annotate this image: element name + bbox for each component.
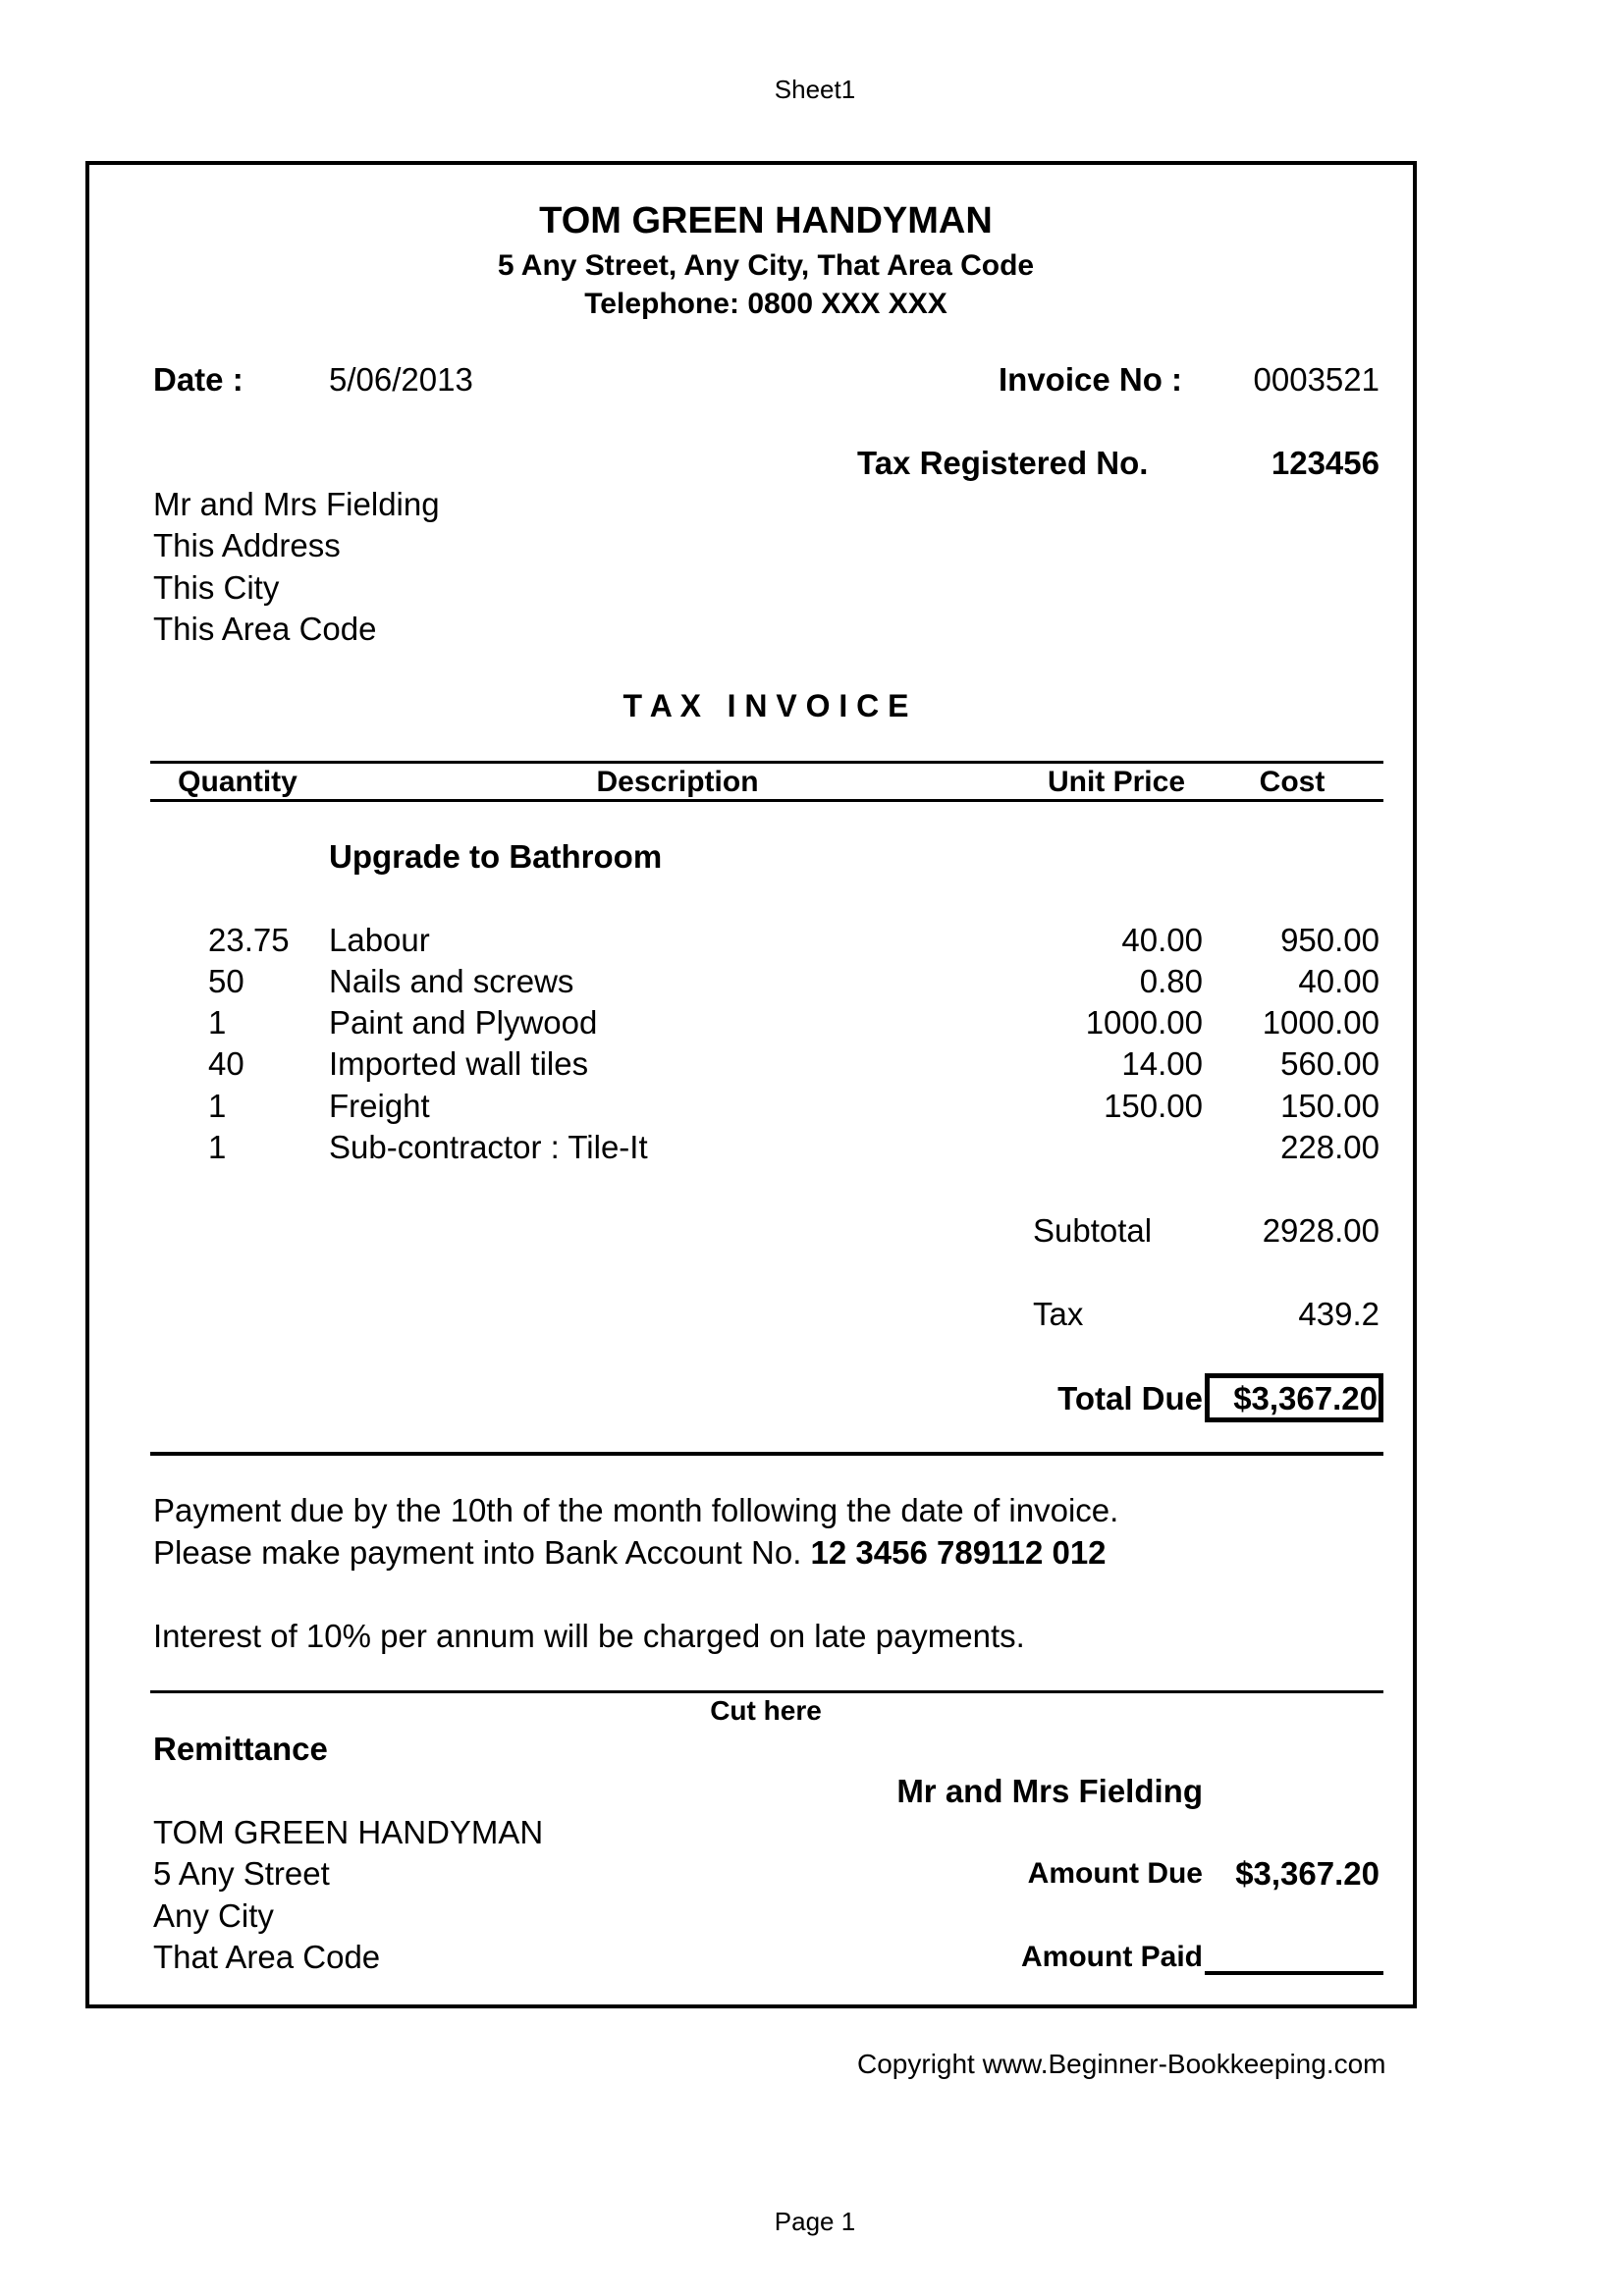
remittance-company-line: 5 Any Street [153,1855,330,1892]
tax-registered-value: 123456 [1271,445,1380,481]
item-cost: 950.00 [1280,922,1380,958]
column-header-quantity: Quantity [178,766,298,798]
item-description: Labour [329,922,430,958]
page-header: Sheet1 [774,75,856,104]
item-unit-price: 1000.00 [1085,1004,1203,1041]
customer-line: This City [153,569,280,606]
company-telephone: Telephone: 0800 XXX XXX [584,288,947,320]
bank-account-number: 12 3456 789112 012 [810,1534,1107,1571]
total-due-label: Total Due [1057,1380,1203,1416]
copyright: Copyright www.Beginner-Bookkeeping.com [857,2049,1386,2079]
page-footer: Page 1 [774,2207,856,2236]
subtotal-value: 2928.00 [1262,1212,1380,1249]
bank-account-text: Please make payment into Bank Account No. [153,1534,802,1571]
item-description: Nails and screws [329,963,574,999]
total-due-value: $3,367.20 [1233,1380,1378,1416]
company-name: TOM GREEN HANDYMAN [539,200,993,241]
item-description: Paint and Plywood [329,1004,598,1041]
item-quantity: 50 [208,963,244,999]
tax-value: 439.2 [1298,1296,1380,1332]
invoice-number-label: Invoice No : [999,361,1183,398]
remittance-title: Remittance [153,1731,328,1767]
item-quantity: 1 [208,1088,227,1124]
item-quantity: 1 [208,1129,227,1165]
totals-divider [150,1452,1383,1456]
amount-due-value: $3,367.20 [1235,1855,1380,1892]
amount-due-label: Amount Due [1027,1857,1203,1890]
item-cost: 40.00 [1298,963,1380,999]
item-unit-price: 0.80 [1139,963,1203,999]
table-header-bottom-rule [150,799,1383,802]
table-header-top-rule [150,761,1383,764]
item-unit-price: 40.00 [1121,922,1203,958]
remittance-company-line: That Area Code [153,1939,381,1975]
item-description: Imported wall tiles [329,1045,589,1082]
customer-line: This Area Code [153,611,377,647]
column-header-description: Description [596,766,759,798]
item-description: Freight [329,1088,430,1124]
item-quantity: 40 [208,1045,244,1082]
date-value: 5/06/2013 [329,361,473,398]
customer-line: Mr and Mrs Fielding [153,486,440,522]
column-header-unit-price: Unit Price [1047,766,1186,798]
cut-line [150,1690,1383,1693]
tax-label: Tax [1033,1296,1084,1332]
item-cost: 150.00 [1280,1088,1380,1124]
item-unit-price: 14.00 [1121,1045,1203,1082]
tax-registered-label: Tax Registered No. [857,445,1149,481]
company-address: 5 Any Street, Any City, That Area Code [497,249,1035,282]
bank-account-line [153,1536,1107,1569]
section-heading: Upgrade to Bathroom [329,838,663,875]
payment-terms-line: Payment due by the 10th of the month following the date of invoice. [153,1492,1119,1528]
item-description: Sub-contractor : Tile-It [329,1129,648,1165]
document-title: T A X I N V O I C E [622,688,909,723]
amount-paid-label: Amount Paid [1021,1941,1203,1973]
cut-here-label: Cut here [710,1695,822,1726]
item-cost: 560.00 [1280,1045,1380,1082]
item-unit-price: 150.00 [1104,1088,1203,1124]
date-label: Date : [153,361,243,398]
remittance-company-line: Any City [153,1897,274,1934]
column-header-cost: Cost [1259,766,1325,798]
customer-line: This Address [153,527,341,563]
remittance-company-line: TOM GREEN HANDYMAN [153,1814,544,1850]
subtotal-label: Subtotal [1033,1212,1153,1249]
item-quantity: 1 [208,1004,227,1041]
late-interest-line: Interest of 10% per annum will be charged on late payments. [153,1618,1025,1654]
item-cost: 1000.00 [1262,1004,1380,1041]
amount-paid-field [1205,1971,1383,1975]
item-quantity: 23.75 [208,922,290,958]
item-cost: 228.00 [1280,1129,1380,1165]
invoice-number-value: 0003521 [1253,361,1380,398]
remittance-customer: Mr and Mrs Fielding [896,1773,1203,1809]
